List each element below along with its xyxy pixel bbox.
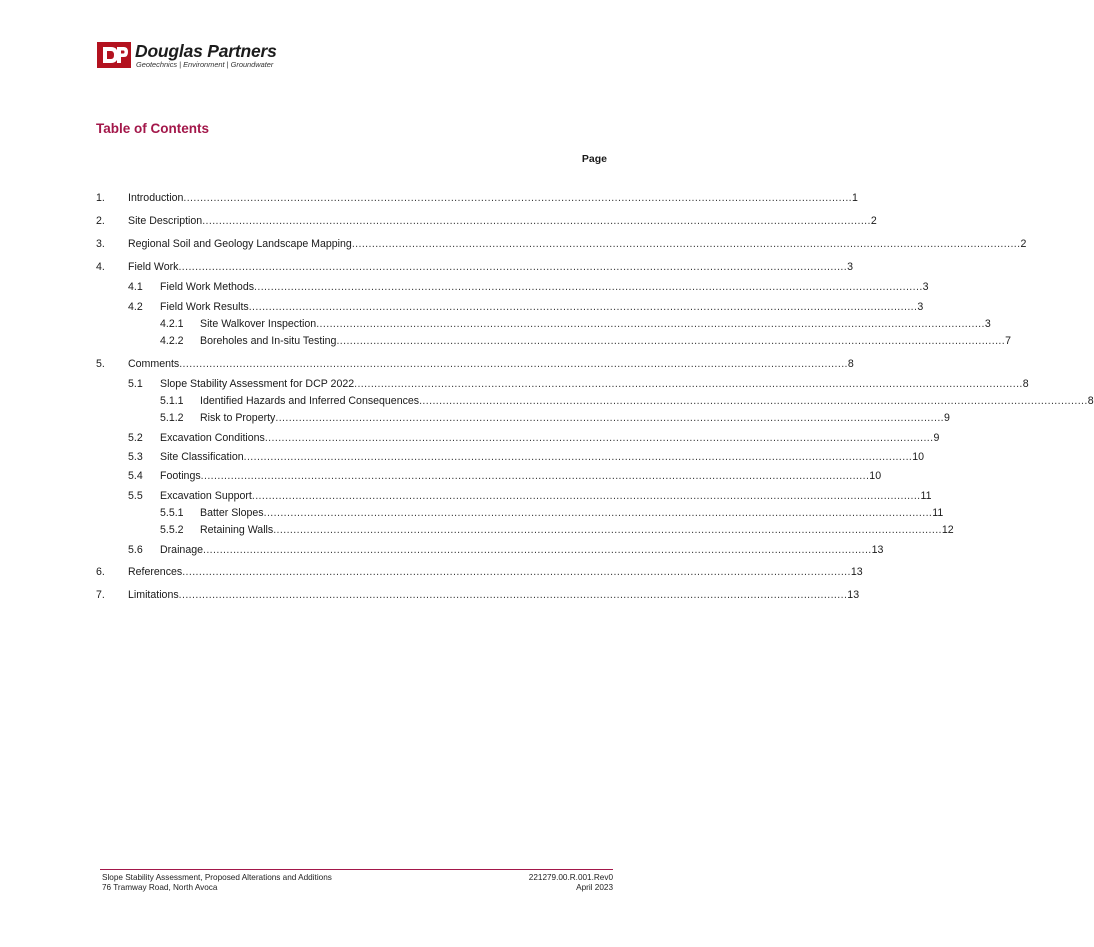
toc-entry-number: 1. [96,192,105,204]
footer-report-number: 221279.00.R.001.Rev0 [528,873,613,882]
toc-entry-page: 7 [1005,335,1011,347]
toc-entry-line [160,544,884,556]
toc-entry-number: 4.2.1 [160,318,184,330]
toc-entry-line [200,318,991,330]
toc-leader-dots: ........................................................................................................................................................................................................ [419,395,1088,407]
footer-report-date: April 2023 [576,883,613,892]
toc-entry[interactable] [96,259,853,273]
toc-entry-title: Boreholes and In-situ Testing [200,335,337,347]
toc-entry-title: Footings [160,470,201,482]
toc-entry-number: 4. [96,261,105,273]
toc-entry[interactable] [96,213,877,227]
toc-entry-title: Site Walkover Inspection [200,318,317,330]
toc-entry[interactable] [96,376,1029,390]
toc-entry-line [128,238,1027,250]
toc-entry[interactable] [96,299,924,313]
toc-entry-title: References [128,566,183,578]
toc-entry-line [160,470,882,482]
toc-entry-title: Excavation Support [160,490,252,502]
toc-entry[interactable] [96,393,1094,407]
toc-entry-line [200,507,944,519]
toc-leader-dots: ........................................................................................................................................................................................................ [178,589,848,601]
footer-report-title: Slope Stability Assessment, Proposed Alterations and Additions [102,873,332,882]
logo-tagline: Geotechnics | Environment | Groundwater [136,60,274,69]
toc-entry-title: Retaining Walls [200,524,274,536]
douglas-partners-logo-icon [97,42,131,68]
logo-company-name: Douglas Partners [135,41,277,61]
footer-site-address: 76 Tramway Road, North Avoca [102,883,218,892]
toc-entry-number: 5.5.2 [160,524,184,536]
toc-entry[interactable] [96,522,954,536]
toc-entry-page: 10 [912,451,925,463]
toc-entry-line [128,358,854,370]
toc-leader-dots: ........................................................................................................................................................................................................ [354,378,1023,390]
toc-entry-number: 4.2 [128,301,143,313]
toc-entry-page: 10 [869,470,882,482]
toc-entry-number: 5.1.1 [160,395,184,407]
footer-divider [100,869,613,870]
toc-entry[interactable] [96,236,1027,250]
toc-entry-number: 5.3 [128,451,143,463]
footer-reference-info [529,873,613,893]
toc-page-column-label: Page [581,153,607,165]
toc-entry-number: 7. [96,589,105,601]
toc-leader-dots: ........................................................................................................................................................................................................ [182,566,851,578]
toc-entry-page: 9 [944,412,950,424]
toc-entry-number: 5.5.1 [160,507,184,519]
toc-entry-page: 3 [984,318,991,330]
toc-entry-line [128,215,877,227]
toc-entry-title: Field Work Methods [160,281,255,293]
toc-leader-dots: ........................................................................................................................................................................................................ [316,318,985,330]
toc-leader-dots: ........................................................................................................................................................................................................ [351,238,1021,250]
toc-entry-number: 5. [96,358,105,370]
toc-entry-number: 5.6 [128,544,143,556]
toc-entry[interactable] [96,190,858,204]
toc-entry-title: Comments [128,358,180,370]
company-logo [97,42,307,72]
toc-entry-page: 8 [847,358,854,370]
toc-entry-number: 5.4 [128,470,143,482]
toc-entry[interactable] [96,505,944,519]
toc-entry-page: 12 [941,524,954,536]
toc-entry-number: 6. [96,566,105,578]
toc-entry-line [128,589,860,601]
toc-entry-number: 5.5 [128,490,143,502]
toc-entry[interactable] [96,333,1011,347]
toc-entry-number: 5.1 [128,378,143,390]
toc-entry-page: 8 [1087,395,1094,407]
toc-entry-title: Regional Soil and Geology Landscape Mapping [128,238,352,250]
toc-entry-number: 4.1 [128,281,143,293]
toc-entry-line [128,261,853,273]
toc-entry-title: Site Description [128,215,203,227]
toc-entry-title: Field Work [128,261,179,273]
toc-entry-number: 4.2.2 [160,335,184,347]
toc-entry-title: Field Work Results [160,301,249,313]
toc-entry-number: 3. [96,238,105,250]
toc-entry[interactable] [96,279,929,293]
toc-entry-page: 11 [920,490,932,502]
toc-entry[interactable] [96,316,991,330]
toc-entry-title: Site Classification [160,451,244,463]
toc-entry-title: Drainage [160,544,203,556]
toc-entry-title: Identified Hazards and Inferred Consequences [200,395,420,407]
toc-entry-line [160,451,925,463]
toc-entry[interactable] [96,356,854,370]
toc-entry-title: Limitations [128,589,179,601]
toc-leader-dots: ........................................................................................................................................................................................................ [183,192,853,204]
toc-entry-line [200,524,954,536]
toc-entry-page: 11 [932,507,944,519]
toc-leader-dots: ........................................................................................................................................................................................................ [263,507,933,519]
toc-leader-dots: ........................................................................................................................................................................................................ [179,358,848,370]
toc-entry-page: 2 [870,215,877,227]
toc-leader-dots: ........................................................................................................................................................................................................ [178,261,848,273]
footer-document-info [102,873,332,893]
toc-heading: Table of Contents [96,121,209,136]
toc-entry-page: 13 [850,566,863,578]
toc-leader-dots: ........................................................................................................................................................................................................ [248,301,918,313]
toc-entry[interactable] [96,430,940,444]
toc-entry-title: Excavation Conditions [160,432,265,444]
toc-entry-number: 2. [96,215,105,227]
toc-leader-dots: ........................................................................................................................................................................................................ [243,451,913,463]
toc-entry[interactable] [96,410,950,424]
toc-entry-page: 1 [852,192,858,204]
toc-entry-title: Slope Stability Assessment for DCP 2022 [160,378,355,390]
toc-leader-dots: ........................................................................................................................................................................................................ [251,490,921,502]
toc-entry-line [128,192,858,204]
toc-entry-page: 3 [847,261,853,273]
toc-leader-dots: ........................................................................................................................................................................................................ [202,215,871,227]
toc-entry-page: 3 [922,281,929,293]
toc-entry-line [128,566,863,578]
toc-entry-number: 5.2 [128,432,143,444]
toc-leader-dots: ........................................................................................................................................................................................................ [336,335,1006,347]
toc-entry-line [160,378,1029,390]
toc-entry-title: Introduction [128,192,184,204]
toc-entry-line [160,301,924,313]
toc-entry-page: 2 [1020,238,1027,250]
toc-entry-page: 13 [871,544,884,556]
toc-entry-page: 9 [933,432,940,444]
toc-leader-dots: ........................................................................................................................................................................................................ [203,544,872,556]
toc-entry[interactable] [96,449,925,463]
toc-leader-dots: ........................................................................................................................................................................................................ [200,470,870,482]
toc-entry-title: Risk to Property [200,412,276,424]
toc-leader-dots: ........................................................................................................................................................................................................ [275,412,945,424]
toc-entry-number: 5.1.2 [160,412,184,424]
toc-entry[interactable] [96,468,882,482]
toc-entry-line [160,432,940,444]
toc-entry[interactable] [96,542,884,556]
toc-entry[interactable] [96,587,860,601]
toc-leader-dots: ........................................................................................................................................................................................................ [254,281,923,293]
toc-leader-dots: ........................................................................................................................................................................................................ [273,524,942,536]
toc-entry-line [200,335,1011,347]
toc-entry-line [160,281,929,293]
toc-entry-line [200,412,950,424]
toc-entry-page: 8 [1022,378,1029,390]
toc-entry-page: 3 [917,301,924,313]
toc-entry-line [160,490,932,502]
toc-entry[interactable] [96,488,932,502]
toc-entry-page: 13 [847,589,860,601]
toc-leader-dots: ........................................................................................................................................................................................................ [264,432,934,444]
toc-entry[interactable] [96,564,863,578]
toc-entry-title: Batter Slopes [200,507,264,519]
toc-entry-line [200,395,1094,407]
